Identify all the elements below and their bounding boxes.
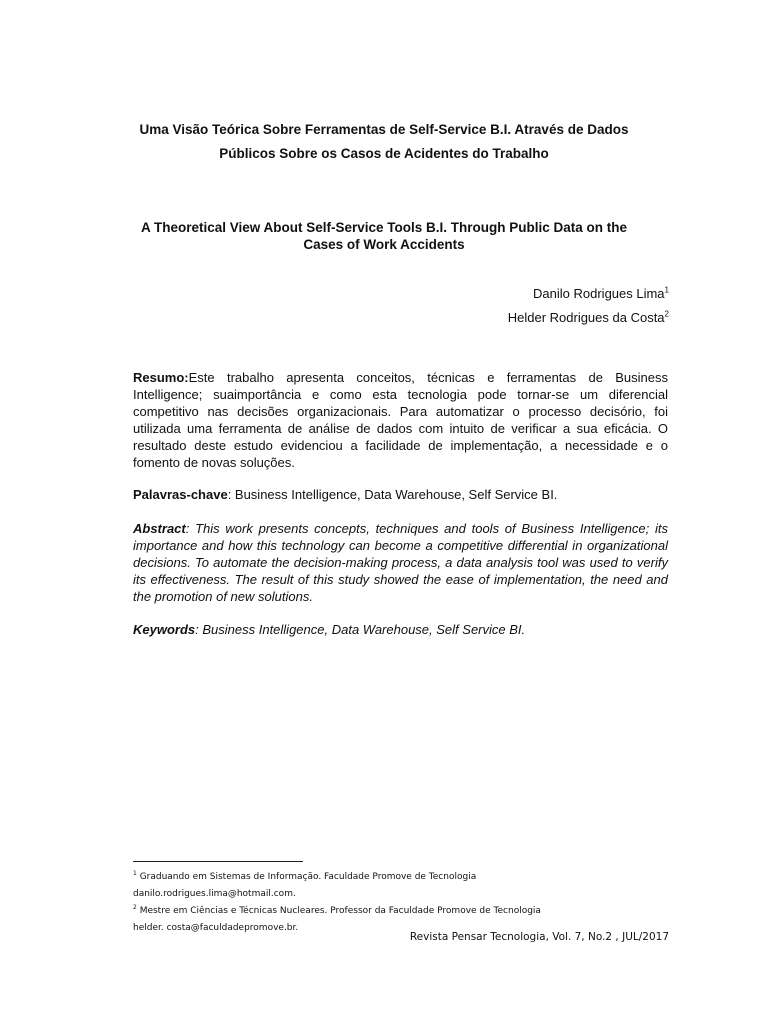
palavras-chave-paragraph xyxy=(133,486,668,503)
journal-footer: Revista Pensar Tecnologia, Vol. 7, No.2 , JUL/2017 xyxy=(409,931,669,943)
resumo-paragraph xyxy=(133,369,668,471)
abstract-paragraph xyxy=(133,520,668,605)
keywords-label: Keywords xyxy=(133,622,196,637)
title-portuguese xyxy=(100,118,668,166)
author-1-footnote-mark: 1 xyxy=(664,285,669,295)
author-1 xyxy=(533,286,669,301)
author-1-name: Danilo Rodrigues Lima xyxy=(533,286,665,301)
footnote-1-line-1 xyxy=(133,869,673,886)
title-english-line-2: Cases of Work Accidents xyxy=(303,237,465,252)
footnote-1-mark: 1 xyxy=(133,870,137,877)
title-portuguese-line-1: Uma Visão Teórica Sobre Ferramentas de Self-Service B.I. Através de Dados xyxy=(139,122,629,137)
author-2-name: Helder Rodrigues da Costa xyxy=(507,310,665,325)
palavras-chave-text: : Business Intelligence, Data Warehouse, Self Service BI. xyxy=(227,487,558,502)
author-2-footnote-mark: 2 xyxy=(664,309,669,319)
footnotes xyxy=(133,869,673,937)
title-portuguese-line-2: Públicos Sobre os Casos de Acidentes do Trabalho xyxy=(219,146,549,161)
footnote-2-email: helder. costa@faculdadepromove.br. xyxy=(133,923,299,933)
footnote-2-mark: 2 xyxy=(133,904,137,911)
footnote-1-text: Graduando em Sistemas de Informação. Faculdade Promove de Tecnologia xyxy=(136,872,477,882)
palavras-chave-label: Palavras-chave xyxy=(133,487,228,502)
keywords-text: : Business Intelligence, Data Warehouse, Self Service BI. xyxy=(195,622,526,637)
keywords-paragraph xyxy=(133,621,668,638)
resumo-label: Resumo: xyxy=(133,370,189,385)
footnote-divider xyxy=(133,861,303,862)
resumo-text: Este trabalho apresenta conceitos, técnicas e ferramentas de Business Intelligence; suaimportância e como esta tecnologia pode tornar-se um diferencial competitivo nas decisões organizacionais. Para automatizar o processo decisório, foi utilizada uma ferramenta de análise de dados com intuito de verificar a sua eficácia. O resultado deste estudo evidenciou a facilidade de implementação, a necessidade e o fomento de novas soluções. xyxy=(133,370,668,470)
abstract-label: Abstract xyxy=(133,521,186,536)
author-2 xyxy=(508,310,669,325)
footnote-1-email: danilo.rodrigues.lima@hotmail.com. xyxy=(133,889,296,899)
footnote-2-line-1 xyxy=(133,903,673,920)
footnote-2-text: Mestre em Ciências e Técnicas Nucleares. Professor da Faculdade Promove de Tecnologia xyxy=(136,906,541,916)
title-english-line-1: A Theoretical View About Self-Service Tools B.I. Through Public Data on the xyxy=(140,220,628,235)
abstract-text: : This work presents concepts, techniques and tools of Business Intelligence; its importance and how this technology can become a competitive differential in organizational decisions. To automate the decision-making process, a data analysis tool was used to verify its effectiveness. The result of this study showed the ease of implementation, the need and the promotion of new solutions. xyxy=(133,521,668,604)
title-english xyxy=(100,219,668,253)
